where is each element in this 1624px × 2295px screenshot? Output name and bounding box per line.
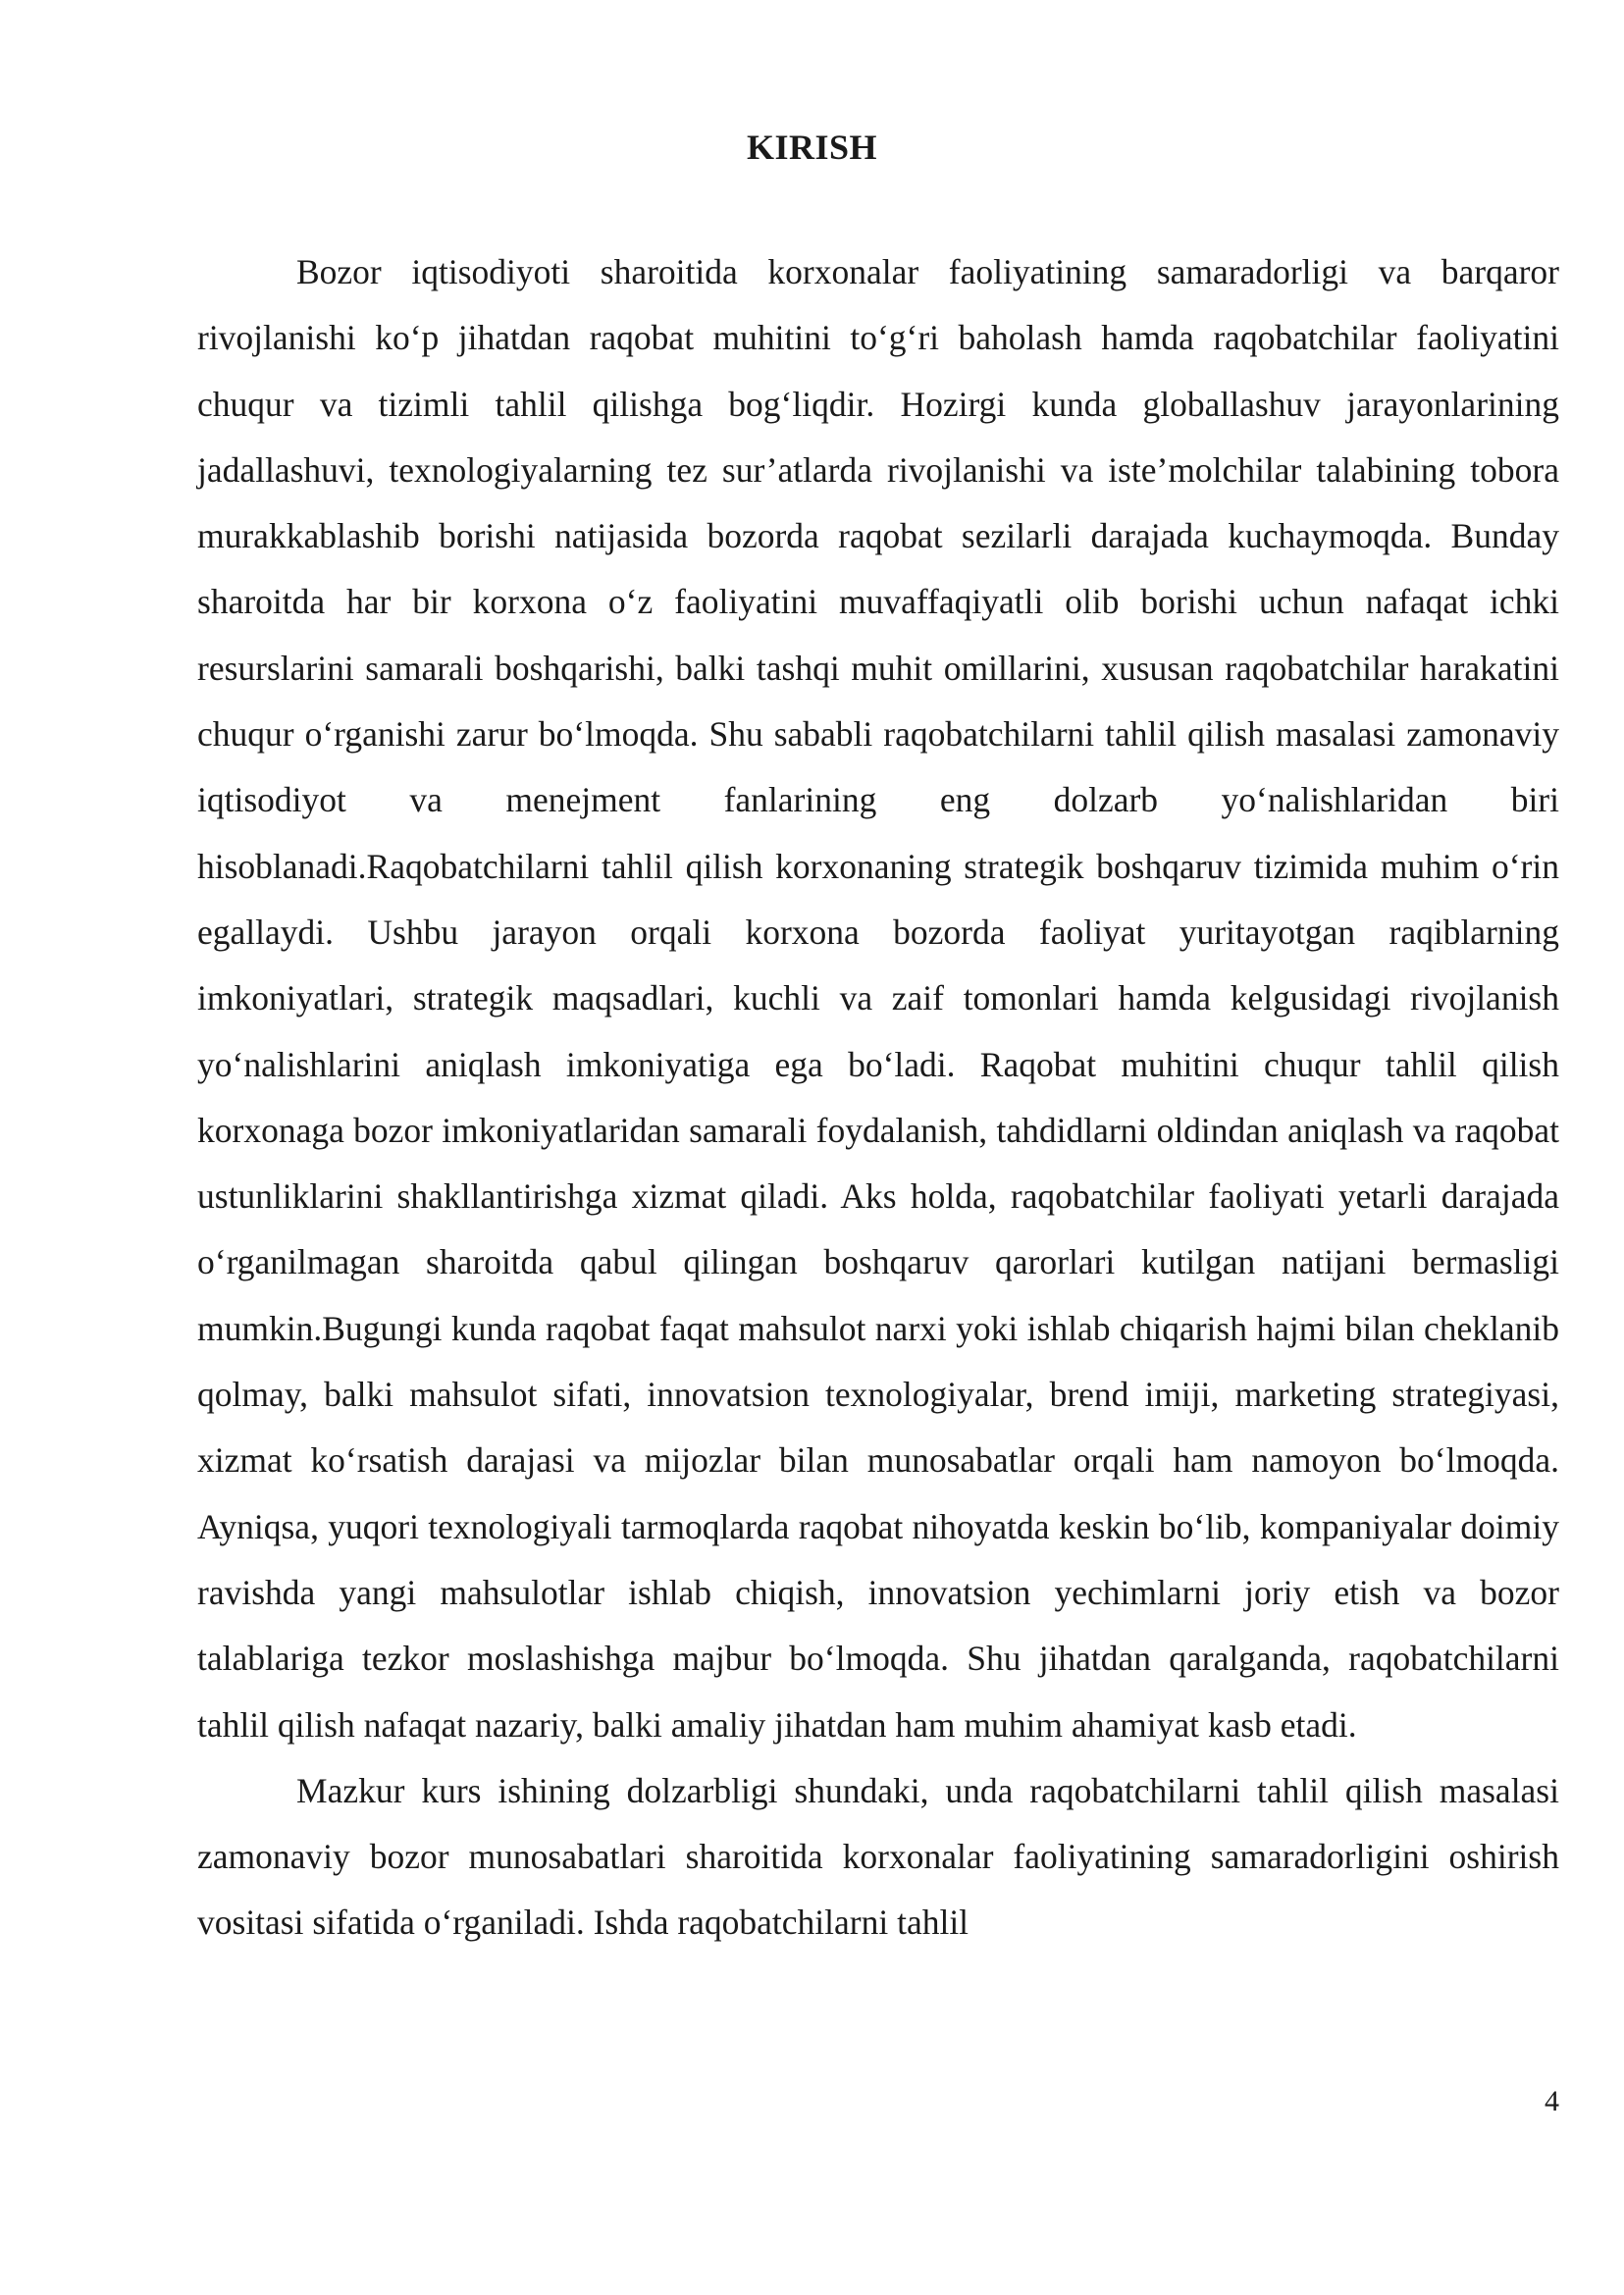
paragraph: Bozor iqtisodiyoti sharoitida korxonalar faoliyatining samaradorligi va barqaror rivojlanishi ko‘p jihatdan raqobat muhitini to‘g‘ri baholash hamda raqobatchilar faoliyatini chuqur va tizimli tahlil qilishga bog‘liqdir. Hozirgi kunda globallashuv jarayonlarining jadallashuvi, texnologiyalarning tez sur’atlarda rivojlanishi va iste’molchilar talabining tobora murakkablashib borishi natijasida bozorda raqobat sezilarli darajada kuchaymoqda. Bunday sharoitda har bir korxona o‘z faoliyatini muvaffaqiyatli olib borishi uchun nafaqat ichki resurslarini samarali boshqarishi, balki tashqi muhit omillarini, xususan raqobatchilar harakatini chuqur o‘rganishi zarur bo‘lmoqda. Shu sababli raqobatchilarni tahlil qilish masalasi zamonaviy iqtisodiyot va menejment fanlarining eng dolzarb yo‘nalishlaridan biri hisoblanadi.Raqobatchilarni tahlil qilish korxonaning strategik boshqaruv tizimida muhim o‘rin egallaydi. Ushbu jarayon orqali korxona bozorda faoliyat yuritayotgan raqiblarning imkoniyatlari, strategik maqsadlari, kuchli va zaif tomonlari hamda kelgusidagi rivojlanish yo‘nalishlarini aniqlash imkoniyatiga ega bo‘ladi. Raqobat muhitini chuqur tahlil qilish korxonaga bozor imkoniyatlaridan samarali foydalanish, tahdidlarni oldindan aniqlash va raqobat ustunliklarini shakllantirishga xizmat qiladi. Aks holda, raqobatchilar faoliyati yetarli darajada o‘rganilmagan sharoitda qabul qilingan boshqaruv qarorlari kutilgan natijani bermasligi mumkin.Bugungi kunda raqobat faqat mahsulot narxi yoki ishlab chiqarish hajmi bilan cheklanib qolmay, balki mahsulot sifati, innovatsion texnologiyalar, brend imiji, marketing strategiyasi, xizmat ko‘rsatish darajasi va mijozlar bilan munosabatlar orqali ham namoyon bo‘lmoqda. Ayniqsa, yuqori texnologiyali tarmoqlarda raqobat nihoyatda keskin bo‘lib, kompaniyalar doimiy ravishda yangi mahsulotlar ishlab chiqish, innovatsion yechimlarni joriy etish va bozor talablariga tezkor moslashishga majbur bo‘lmoqda. Shu jihatdan qaralganda, raqobatchilarni tahlil qilish nafaqat nazariy, balki amaliy jihatdan ham muhim ahamiyat kasb etadi. <box>197 252 1559 1745</box>
body-text <box>197 239 1559 1956</box>
section-title: KIRISH <box>746 128 878 167</box>
page-number: 4 <box>1545 2085 1559 2117</box>
paragraph: Mazkur kurs ishining dolzarbligi shundaki, unda raqobatchilarni tahlil qilish masalasi zamonaviy bozor munosabatlari sharoitida korxonalar faoliyatining samaradorligini oshirish vositasi sifatida o‘rganiladi. Ishda raqobatchilarni tahlil <box>197 1770 1559 1943</box>
